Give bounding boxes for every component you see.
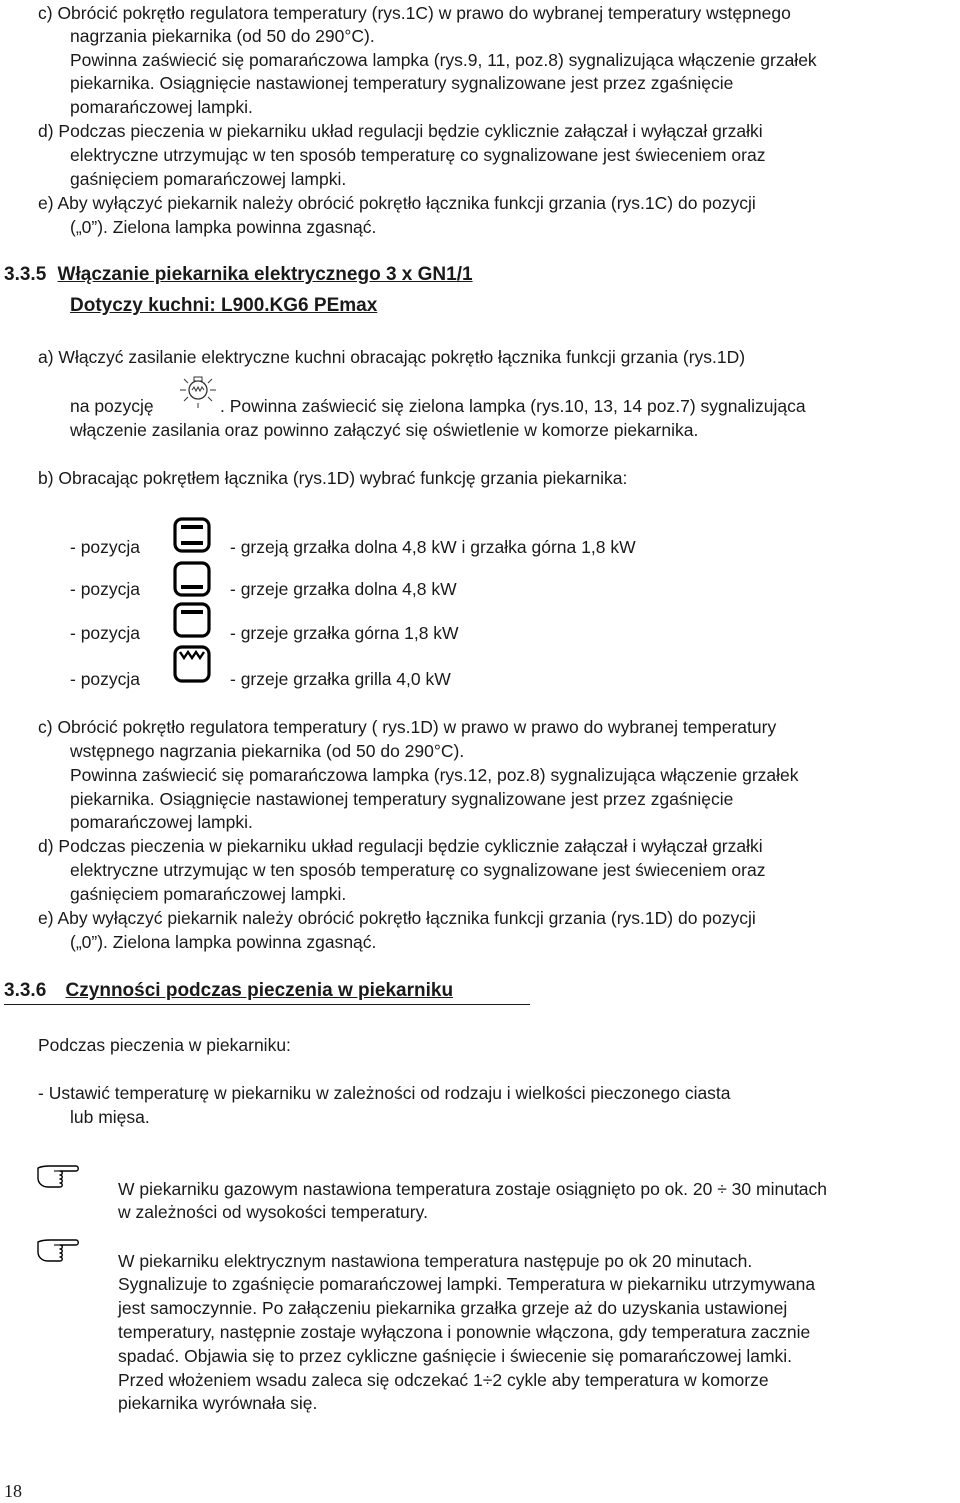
- step-e-line2: („0”). Zielona lampka powinna zgasnąć.: [70, 932, 377, 952]
- step-d-line2: elektryczne utrzymując w ten sposób temperaturę co sygnalizowane jest świeceniem oraz: [70, 145, 766, 165]
- step-c-line4: piekarnika. Osiągnięcie nastawionej temperatury sygnalizowane jest przez zgaśnięcie: [70, 789, 734, 809]
- step-c-line4: piekarnika. Osiągnięcie nastawionej temperatury sygnalizowane jest przez zgaśnięcie: [70, 73, 734, 93]
- position-label: - pozycja: [70, 579, 141, 599]
- step-c-line5: pomarańczowej lampki.: [70, 812, 253, 832]
- section-heading-335: [4, 264, 473, 286]
- note1-line1: W piekarniku gazowym nastawiona temperatura zostaje osiągnięto po ok. 20 ÷ 30 minutach: [118, 1179, 828, 1199]
- section-number: 3.3.5: [4, 264, 47, 285]
- step-b-line1: b) Obracając pokrętłem łącznika (rys.1D) wybrać funkcję grzania piekarnika:: [38, 468, 628, 488]
- section-heading-336: [4, 980, 453, 1002]
- step-e-line1: e) Aby wyłączyć piekarnik należy obrócić pokrętło łącznika funkcji grzania (rys.1C) do pozycji: [38, 193, 756, 213]
- step-c-line3: Powinna zaświecić się pomarańczowa lampka (rys.12, poz.8) sygnalizująca włączenie grzałek: [70, 765, 799, 785]
- step-d-line3: gaśnięciem pomarańczowej lampki.: [70, 169, 347, 189]
- position-label: - pozycja: [70, 669, 141, 689]
- step-a-line2-prefix: na pozycję: [70, 396, 154, 416]
- grill-icon: [172, 644, 212, 684]
- note2-line5: spadać. Objawia się to przez cykliczne gaśnięcie i świecenie się pomarańczowej lamki.: [118, 1346, 793, 1366]
- position-description: - grzeją grzałka dolna 4,8 kW i grzałka górna 1,8 kW: [230, 537, 636, 557]
- step-c-line2: wstępnego nagrzania piekarnika (od 50 do 290°C).: [70, 741, 465, 761]
- section-title: Włączanie piekarnika elektrycznego 3 x GN1/1: [57, 264, 473, 285]
- page-number: 18: [4, 1481, 22, 1501]
- pointing-hand-icon: [36, 1234, 82, 1264]
- step-e-line2: („0”). Zielona lampka powinna zgasnąć.: [70, 217, 377, 237]
- heading-underline: [4, 1004, 530, 1005]
- section-title: Czynności podczas pieczenia w piekarniku: [65, 980, 454, 1001]
- note2-line2: Sygnalizuje to zgaśnięcie pomarańczowej lampki. Temperatura w piekarniku utrzymywana: [118, 1274, 816, 1294]
- step-d-line3: gaśnięciem pomarańczowej lampki.: [70, 884, 347, 904]
- power-light-icon: [176, 372, 220, 412]
- step-a-line3: włączenie zasilania oraz powinno załączyć się oświetlenie w komorze piekarnika.: [70, 420, 699, 440]
- step-c-line1: c) Obrócić pokrętło regulatora temperatury ( rys.1D) w prawo w prawo do wybranej temperatury: [38, 717, 777, 737]
- step-d-line2: elektryczne utrzymując w ten sposób temperaturę co sygnalizowane jest świeceniem oraz: [70, 860, 766, 880]
- step-c-line3: Powinna zaświecić się pomarańczowa lampka (rys.9, 11, poz.8) sygnalizująca włączenie grzałek: [70, 50, 817, 70]
- note2-line3: jest samoczynnie. Po załączeniu piekarnika grzałka grzeje aż do uzyskania ustawionej: [118, 1298, 788, 1318]
- step-d-line1: d) Podczas pieczenia w piekarniku układ regulacji będzie cyklicznie załączał i wyłączał grzałki: [38, 836, 763, 856]
- top-heater-icon: [172, 601, 212, 639]
- position-label: - pozycja: [70, 623, 141, 643]
- bullet-line2: lub mięsa.: [70, 1107, 150, 1127]
- pointing-hand-icon: [36, 1160, 82, 1190]
- position-description: - grzeje grzałka dolna 4,8 kW: [230, 579, 457, 599]
- step-a-line1: a) Włączyć zasilanie elektryczne kuchni obracając pokrętło łącznika funkcji grzania (rys.1D): [38, 347, 746, 367]
- note2-line1: W piekarniku elektrycznym nastawiona temperatura następuje po ok 20 minutach.: [118, 1251, 753, 1271]
- position-description: - grzeje grzałka górna 1,8 kW: [230, 623, 459, 643]
- bullet-line1: - Ustawić temperaturę w piekarniku w zależności od rodzaju i wielkości pieczonego ciasta: [38, 1083, 731, 1103]
- note2-line7: piekarnika wyrównała się.: [118, 1393, 318, 1413]
- note1-line2: w zależności od wysokości temperatury.: [118, 1202, 428, 1222]
- step-e-line1: e) Aby wyłączyć piekarnik należy obrócić pokrętło łącznika funkcji grzania (rys.1D) do pozycji: [38, 908, 756, 928]
- step-d-line1: d) Podczas pieczenia w piekarniku układ regulacji będzie cyklicznie załączał i wyłączał grzałki: [38, 121, 763, 141]
- step-c-line2: nagrzania piekarnika (od 50 do 290°C).: [70, 26, 375, 46]
- bottom-heater-icon: [172, 560, 212, 598]
- top-bottom-heater-icon: [172, 516, 212, 554]
- intro-text: Podczas pieczenia w piekarniku:: [38, 1035, 291, 1055]
- step-c-line1: c) Obrócić pokrętło regulatora temperatury (rys.1C) w prawo do wybranej temperatury wstępnego: [38, 3, 791, 23]
- note2-line4: temperatury, następnie zostaje wyłączona i ponownie włączona, gdy temperatura zacznie: [118, 1322, 811, 1342]
- position-label: - pozycja: [70, 537, 141, 557]
- step-c-line5: pomarańczowej lampki.: [70, 97, 253, 117]
- note2-line6: Przed włożeniem wsadu zaleca się odczekać 1÷2 cykle aby temperatura w komorze: [118, 1370, 769, 1390]
- position-description: - grzeje grzałka grilla 4,0 kW: [230, 669, 451, 689]
- section-number: 3.3.6: [4, 980, 47, 1001]
- step-a-line2-suffix: . Powinna zaświecić się zielona lampka (rys.10, 13, 14 poz.7) sygnalizująca: [220, 396, 806, 416]
- section-subheading: Dotyczy kuchni: L900.KG6 PEmax: [70, 295, 378, 316]
